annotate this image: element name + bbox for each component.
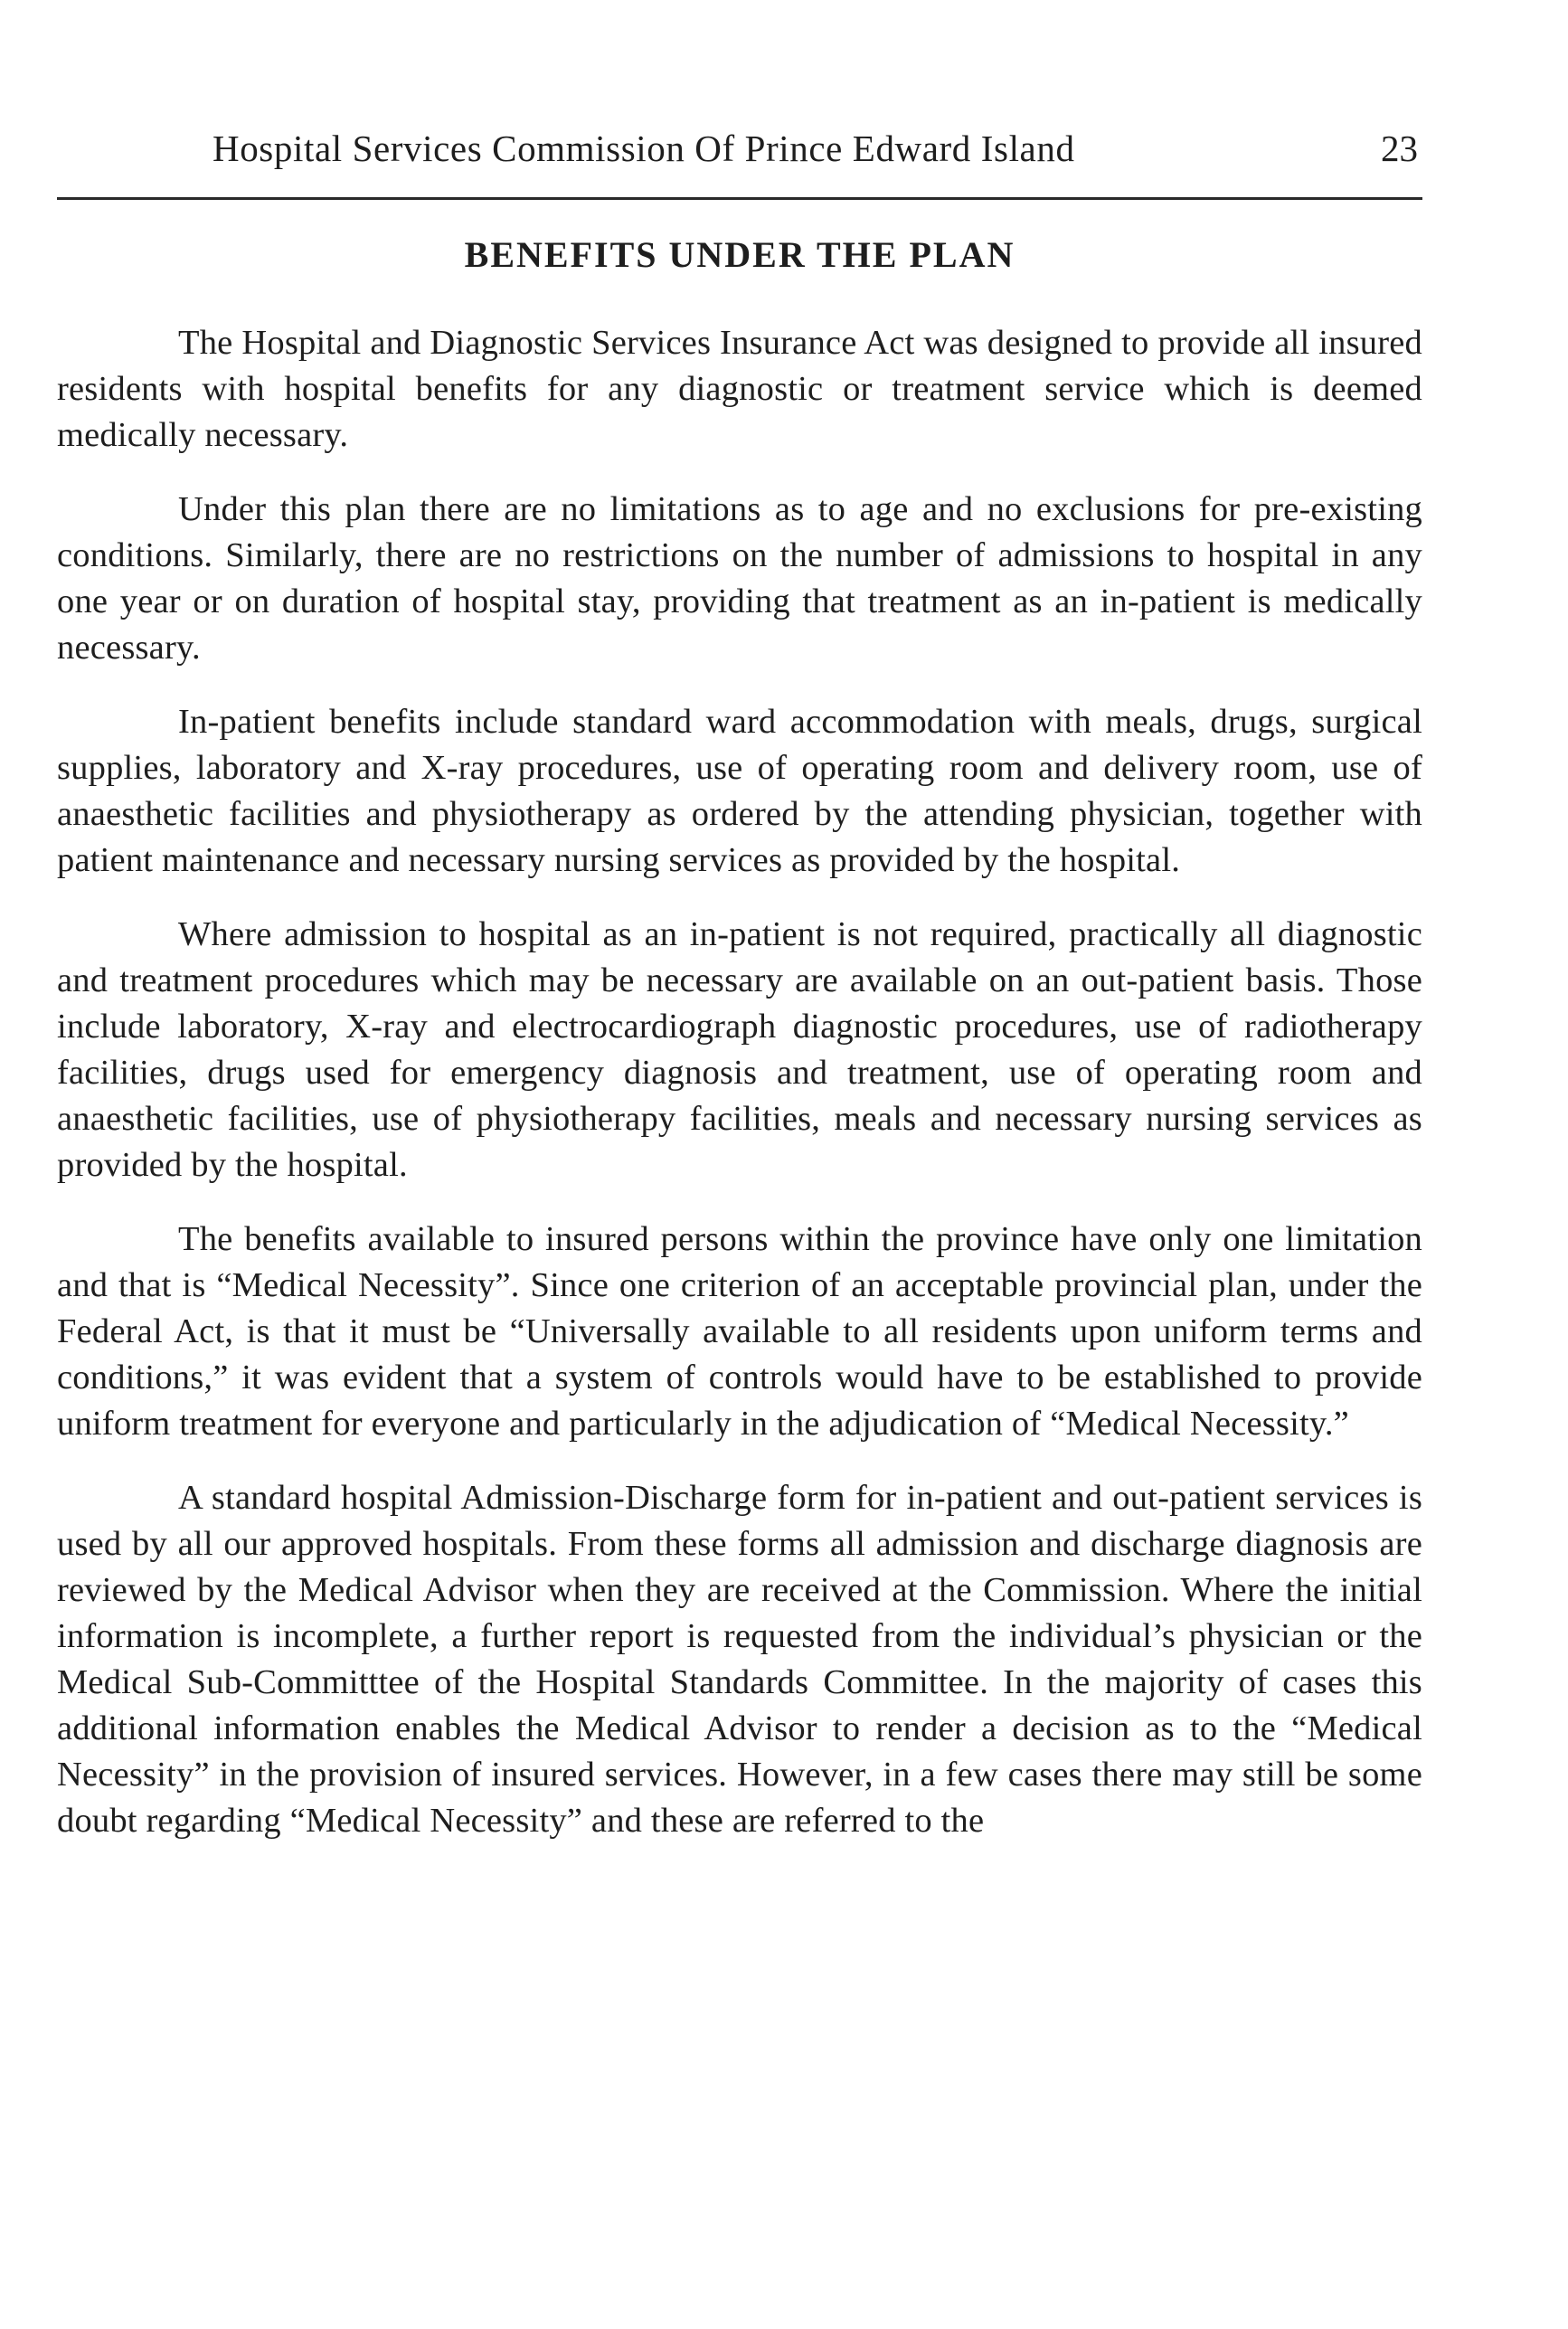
page-number: 23 [1381,128,1418,169]
body-text [57,320,1422,1844]
document-page [57,127,1422,1872]
paragraph-in-patient-benefits: In-patient benefits include standard ward accommodation with meals, drugs, surgical supplies, laboratory and X-ray procedures, use of operating room and delivery room, use of anaesthetic facilities and physiotherapy as ordered by the attending physician, together with patient maintenance and necessary nursing services as provided by the hospital. [57,703,1422,879]
running-header [57,127,1422,192]
paragraph-medical-necessity: The benefits available to insured persons within the province have only one limitation and that is “Medical Necessity”. Since one criterion of an acceptable provincial plan, under the Federal Act, is that it must be “Universally available to all residents upon uniform terms and conditions,” it was evident that a system of controls would have to be established to provide uniform treatment for everyone and particularly in the adjudication of “Medical Necessity.” [57,1220,1422,1443]
section-heading: BENEFITS UNDER THE PLAN [464,234,1015,275]
paragraph-limitations: Under this plan there are no limitations as to age and no exclusions for pre-existing conditions. Similarly, there are no restrictions on the number of admissions to hospital in any one year or on duration of hospital stay, providing that treatment as an in-patient is medically necessary. [57,490,1422,667]
header-rule [57,197,1422,200]
running-title: Hospital Services Commission Of Prince Edward Island [213,128,1075,169]
paragraph-purpose: The Hospital and Diagnostic Services Insurance Act was designed to provide all insured residents with hospital benefits for any diagnostic or treatment service which is deemed medically necessary. [57,324,1422,454]
paragraph-out-patient-benefits: Where admission to hospital as an in-patient is not required, practically all diagnostic and treatment procedures which may be necessary are available on an out-patient basis. Those include laboratory, X-ray and electrocardiograph diagnostic procedures, use of radiotherapy facilities, drugs used for emergency diagnosis and treatment, use of operating room and anaesthetic facilities, use of physiotherapy facilities, meals and necessary nursing services as provided by the hospital. [57,915,1422,1184]
paragraph-admission-discharge: A standard hospital Admission-Discharge form for in-patient and out-patient services is used by all our approved hospitals. From these forms all admission and discharge diagnosis are reviewed by the Medical Advisor when they are received at the Commission. Where the initial information is incomplete, a further report is requested from the individual’s physician or the Medical Sub-Committtee of the Hospital Standards Committee. In the majority of cases this additional information enables the Medical Advisor to render a decision as to the “Medical Necessity” in the provision of insured services. However, in a few cases there may still be some doubt regarding “Medical Necessity” and these are referred to the [57,1479,1422,1840]
